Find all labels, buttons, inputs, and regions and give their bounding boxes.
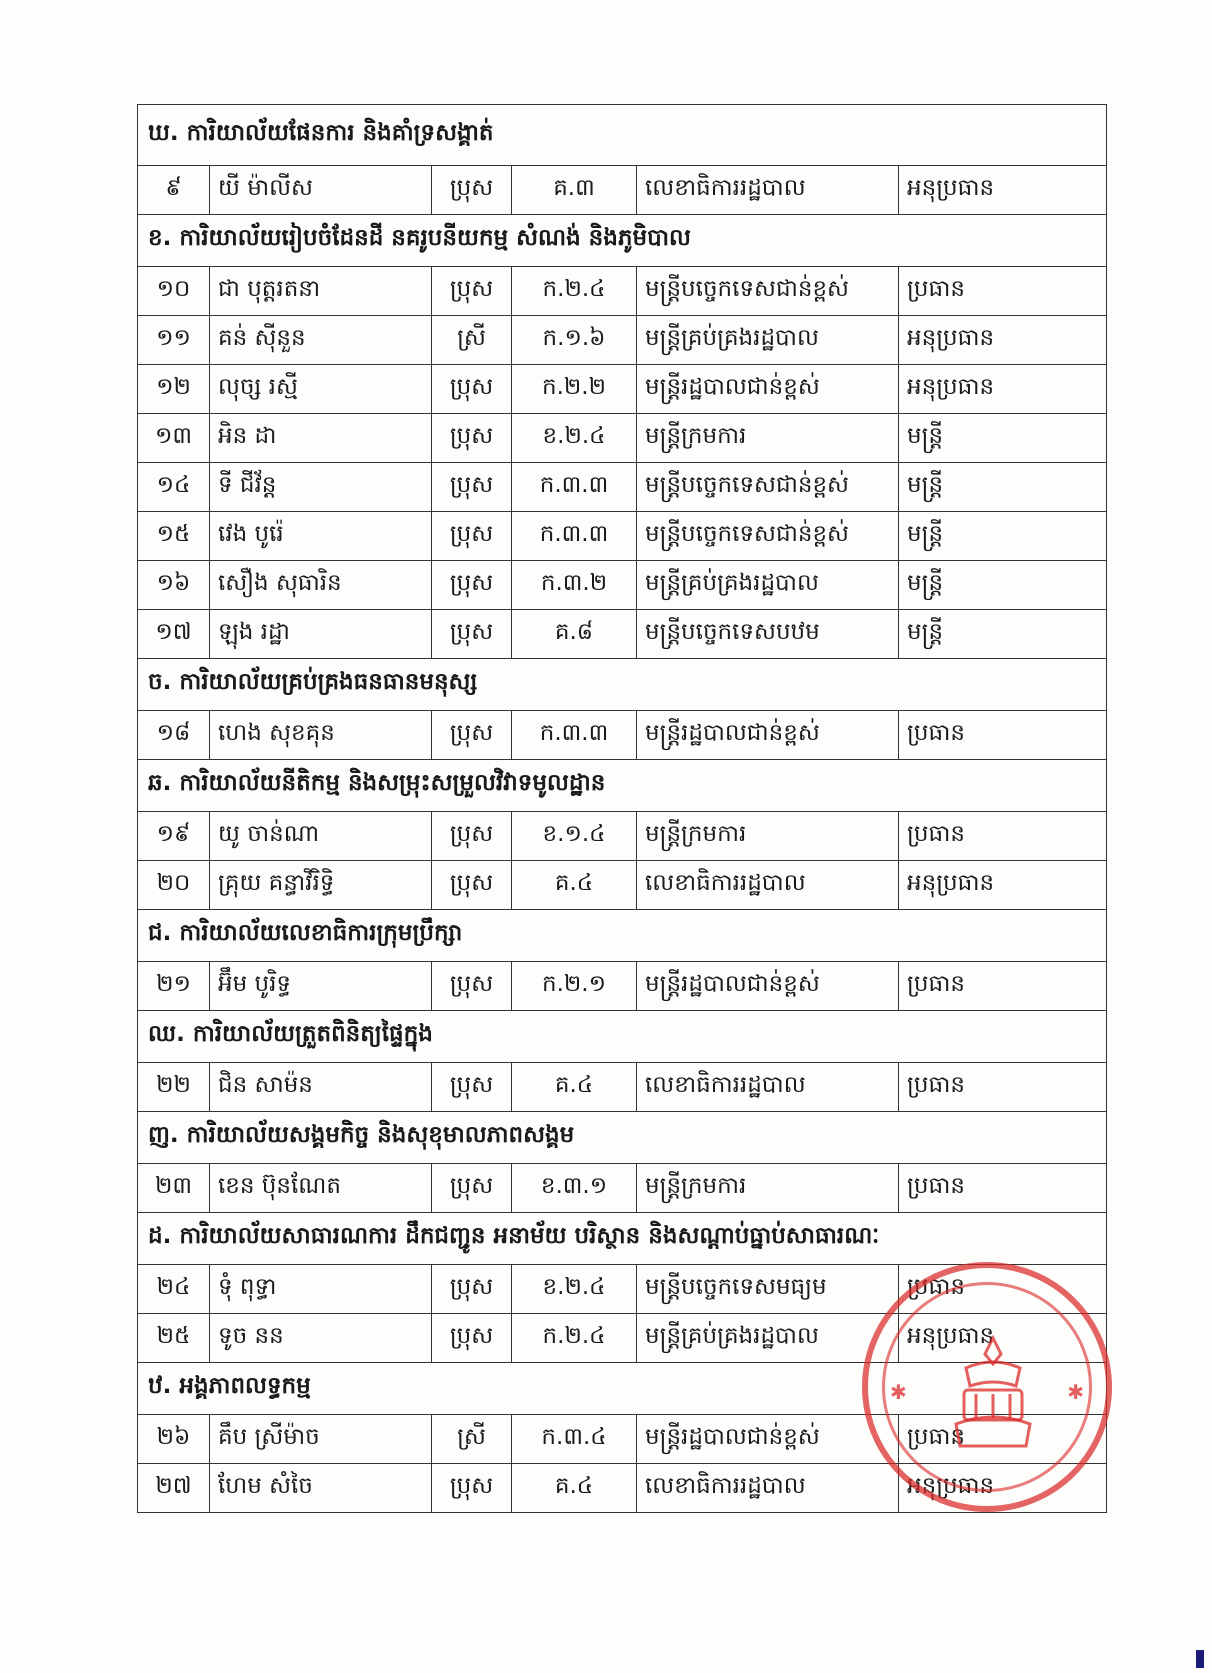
staff-gender: ប្រុស xyxy=(432,1164,512,1213)
staff-gender: ប្រុស xyxy=(432,512,512,561)
staff-name: គ្រុយ គន្ធាវិរិទ្ធិ xyxy=(210,861,432,910)
row-number: ២២ xyxy=(138,1063,210,1112)
staff-position: លេខាធិការរដ្ឋបាល xyxy=(637,1464,899,1513)
table-row xyxy=(138,610,1107,659)
staff-grade: ក.៣.៣ xyxy=(512,463,637,512)
staff-grade: គ.៨ xyxy=(512,610,637,659)
staff-position: លេខាធិការរដ្ឋបាល xyxy=(637,1063,899,1112)
staff-position: មន្ត្រីបច្ចេកទេសជាន់ខ្ពស់ xyxy=(637,267,899,316)
staff-gender: ប្រុស xyxy=(432,166,512,215)
row-number: ១០ xyxy=(138,267,210,316)
section-header-row xyxy=(138,1363,1107,1415)
staff-grade: ក.២.៤ xyxy=(512,1314,637,1363)
staff-role: ប្រធាន xyxy=(899,711,1107,760)
section-title: ឆ. ការិយាល័យនីតិកម្ម និងសម្រុះសម្រួលវិវាទមូលដ្ឋាន xyxy=(138,760,1107,812)
staff-grade: ខ.២.៤ xyxy=(512,1265,637,1314)
staff-name: គឹប ស្រីម៉ាច xyxy=(210,1415,432,1464)
staff-role: អនុប្រធាន xyxy=(899,861,1107,910)
section-header-row xyxy=(138,1011,1107,1063)
row-number: ១៦ xyxy=(138,561,210,610)
staff-grade: ក.២.២ xyxy=(512,365,637,414)
table-row xyxy=(138,561,1107,610)
row-number: ២៧ xyxy=(138,1464,210,1513)
table-row xyxy=(138,1063,1107,1112)
staff-role: អនុប្រធាន xyxy=(899,316,1107,365)
staff-gender: ប្រុស xyxy=(432,861,512,910)
staff-position: មន្ត្រីគ្រប់គ្រងរដ្ឋបាល xyxy=(637,1314,899,1363)
staff-grade: ក.២.១ xyxy=(512,962,637,1011)
staff-gender: ប្រុស xyxy=(432,610,512,659)
section-header-row xyxy=(138,1213,1107,1265)
row-number: ១៥ xyxy=(138,512,210,561)
staff-role: មន្ត្រី xyxy=(899,561,1107,610)
staff-position: មន្ត្រីរដ្ឋបាលជាន់ខ្ពស់ xyxy=(637,1415,899,1464)
staff-grade: គ.៤ xyxy=(512,861,637,910)
section-title: ជ. ការិយាល័យលេខាធិការក្រុមប្រឹក្សា xyxy=(138,910,1107,962)
staff-role: អនុប្រធាន xyxy=(899,166,1107,215)
table-row xyxy=(138,861,1107,910)
section-header-row xyxy=(138,910,1107,962)
staff-grade: ក.៣.២ xyxy=(512,561,637,610)
section-header-row xyxy=(138,760,1107,812)
staff-gender: ប្រុស xyxy=(432,267,512,316)
section-title: ឈ. ការិយាល័យត្រួតពិនិត្យផ្ទៃក្នុង xyxy=(138,1011,1107,1063)
staff-grade: ក.២.៤ xyxy=(512,267,637,316)
roster-body xyxy=(138,105,1107,1513)
staff-position: មន្ត្រីរដ្ឋបាលជាន់ខ្ពស់ xyxy=(637,962,899,1011)
table-row xyxy=(138,267,1107,316)
section-header-row xyxy=(138,105,1107,166)
staff-role: អនុប្រធាន xyxy=(899,1314,1107,1363)
table-row xyxy=(138,711,1107,760)
staff-role: មន្ត្រី xyxy=(899,463,1107,512)
section-header-row xyxy=(138,1112,1107,1164)
staff-gender: ប្រុស xyxy=(432,414,512,463)
staff-name: សឿង សុធារិន xyxy=(210,561,432,610)
section-title: ច. ការិយាល័យគ្រប់គ្រងធនធានមនុស្ស xyxy=(138,659,1107,711)
staff-role: អនុប្រធាន xyxy=(899,365,1107,414)
staff-name: ឡុង រដ្ឋា xyxy=(210,610,432,659)
staff-position: មន្ត្រីបច្ចេកទេសជាន់ខ្ពស់ xyxy=(637,463,899,512)
table-row xyxy=(138,365,1107,414)
staff-grade: គ.៤ xyxy=(512,1063,637,1112)
row-number: ៩ xyxy=(138,166,210,215)
seal-star-icon: ✱ xyxy=(1067,1380,1084,1404)
section-title: ខ. ការិយាល័យរៀបចំដែនដី នគរូបនីយកម្ម សំណង់ និងភូមិបាល xyxy=(138,215,1107,267)
row-number: ២៤ xyxy=(138,1265,210,1314)
staff-position: លេខាធិការរដ្ឋបាល xyxy=(637,166,899,215)
row-number: ១៤ xyxy=(138,463,210,512)
staff-grade: ខ.២.៤ xyxy=(512,414,637,463)
row-number: ១១ xyxy=(138,316,210,365)
row-number: ២៥ xyxy=(138,1314,210,1363)
staff-role: ប្រធាន xyxy=(899,1063,1107,1112)
staff-position: មន្ត្រីគ្រប់គ្រងរដ្ឋបាល xyxy=(637,316,899,365)
staff-grade: ខ.១.៤ xyxy=(512,812,637,861)
staff-name: ទូច នន xyxy=(210,1314,432,1363)
table-row xyxy=(138,962,1107,1011)
staff-gender: ប្រុស xyxy=(432,365,512,414)
staff-gender: ស្រី xyxy=(432,1415,512,1464)
staff-gender: ប្រុស xyxy=(432,711,512,760)
staff-role: ប្រធាន xyxy=(899,1164,1107,1213)
staff-name: លុច្ស រស្មី xyxy=(210,365,432,414)
staff-position: មន្ត្រីគ្រប់គ្រងរដ្ឋបាល xyxy=(637,561,899,610)
staff-gender: ស្រី xyxy=(432,316,512,365)
scan-edge-mark xyxy=(1196,1650,1204,1668)
staff-gender: ប្រុស xyxy=(432,463,512,512)
table-row xyxy=(138,316,1107,365)
staff-name: គន់ ស៊ីនួន xyxy=(210,316,432,365)
table-row xyxy=(138,166,1107,215)
staff-role: មន្ត្រី xyxy=(899,512,1107,561)
row-number: ១៧ xyxy=(138,610,210,659)
table-row xyxy=(138,1464,1107,1513)
staff-name: យី ម៉ាលីស xyxy=(210,166,432,215)
staff-grade: ក.៣.៣ xyxy=(512,512,637,561)
section-header-row xyxy=(138,215,1107,267)
staff-position: មន្ត្រីរដ្ឋបាលជាន់ខ្ពស់ xyxy=(637,711,899,760)
staff-gender: ប្រុស xyxy=(432,561,512,610)
section-title: ដ. ការិយាល័យសាធារណការ ដឹកជញ្ជូន អនាម័យ បរិស្ថាន និងសណ្ដាប់ធ្នាប់សាធារណៈ xyxy=(138,1213,1107,1265)
staff-gender: ប្រុស xyxy=(432,1265,512,1314)
staff-roster-table xyxy=(137,104,1107,1513)
staff-name: ទី ជីវ័ន្ត xyxy=(210,463,432,512)
table-row xyxy=(138,414,1107,463)
staff-role: អនុប្រធាន xyxy=(899,1464,1107,1513)
row-number: ១២ xyxy=(138,365,210,414)
staff-gender: ប្រុស xyxy=(432,812,512,861)
section-title: ឃ. ការិយាល័យផែនការ និងគាំទ្រសង្គាត់ xyxy=(138,105,1107,166)
staff-role: ប្រធាន xyxy=(899,1265,1107,1314)
table-row xyxy=(138,1265,1107,1314)
staff-position: មន្ត្រីក្រមការ xyxy=(637,812,899,861)
staff-gender: ប្រុស xyxy=(432,962,512,1011)
staff-role: ប្រធាន xyxy=(899,962,1107,1011)
staff-grade: គ.៤ xyxy=(512,1464,637,1513)
section-title: ញ. ការិយាល័យសង្គមកិច្ច និងសុខុមាលភាពសង្គម xyxy=(138,1112,1107,1164)
staff-name: អិន ដា xyxy=(210,414,432,463)
section-header-row xyxy=(138,659,1107,711)
staff-name: ជិន សាម៉ន xyxy=(210,1063,432,1112)
staff-role: ប្រធាន xyxy=(899,1415,1107,1464)
table-row xyxy=(138,512,1107,561)
row-number: ២៣ xyxy=(138,1164,210,1213)
table-row xyxy=(138,1164,1107,1213)
staff-grade: ក.១.៦ xyxy=(512,316,637,365)
staff-position: មន្ត្រីបច្ចេកទេសបឋម xyxy=(637,610,899,659)
staff-name: ហែម សំចៃ xyxy=(210,1464,432,1513)
staff-grade: គ.៣ xyxy=(512,166,637,215)
row-number: ១៩ xyxy=(138,812,210,861)
staff-position: មន្ត្រីបច្ចេកទេសមធ្យម xyxy=(637,1265,899,1314)
staff-position: មន្ត្រីបច្ចេកទេសជាន់ខ្ពស់ xyxy=(637,512,899,561)
staff-grade: ខ.៣.១ xyxy=(512,1164,637,1213)
staff-position: មន្ត្រីក្រមការ xyxy=(637,414,899,463)
staff-name: ខេន ប៊ុនណែត xyxy=(210,1164,432,1213)
table-row xyxy=(138,812,1107,861)
staff-name: ហេង សុខគុន xyxy=(210,711,432,760)
table-row xyxy=(138,1415,1107,1464)
row-number: ១៣ xyxy=(138,414,210,463)
staff-gender: ប្រុស xyxy=(432,1314,512,1363)
staff-name: វេង បូរ៉េ xyxy=(210,512,432,561)
staff-name: ជា បុត្តរតនា xyxy=(210,267,432,316)
staff-name: ទុំ ពុទ្ធា xyxy=(210,1265,432,1314)
staff-position: មន្ត្រីក្រមការ xyxy=(637,1164,899,1213)
table-row xyxy=(138,1314,1107,1363)
staff-position: មន្ត្រីរដ្ឋបាលជាន់ខ្ពស់ xyxy=(637,365,899,414)
table-row xyxy=(138,463,1107,512)
staff-role: ប្រធាន xyxy=(899,267,1107,316)
staff-role: មន្ត្រី xyxy=(899,414,1107,463)
staff-position: លេខាធិការរដ្ឋបាល xyxy=(637,861,899,910)
staff-grade: ក.៣.៤ xyxy=(512,1415,637,1464)
staff-role: ប្រធាន xyxy=(899,812,1107,861)
staff-gender: ប្រុស xyxy=(432,1063,512,1112)
staff-grade: ក.៣.៣ xyxy=(512,711,637,760)
staff-name: យូ ចាន់ណា xyxy=(210,812,432,861)
row-number: ១៨ xyxy=(138,711,210,760)
section-title: ឋ. អង្គភាពលទ្ធកម្ម xyxy=(138,1363,1107,1415)
row-number: ២០ xyxy=(138,861,210,910)
row-number: ២១ xyxy=(138,962,210,1011)
staff-name: អ៊ឹម បូរិទ្ធ xyxy=(210,962,432,1011)
seal-star-icon: ✱ xyxy=(890,1380,907,1404)
staff-gender: ប្រុស xyxy=(432,1464,512,1513)
staff-role: មន្ត្រី xyxy=(899,610,1107,659)
row-number: ២៦ xyxy=(138,1415,210,1464)
